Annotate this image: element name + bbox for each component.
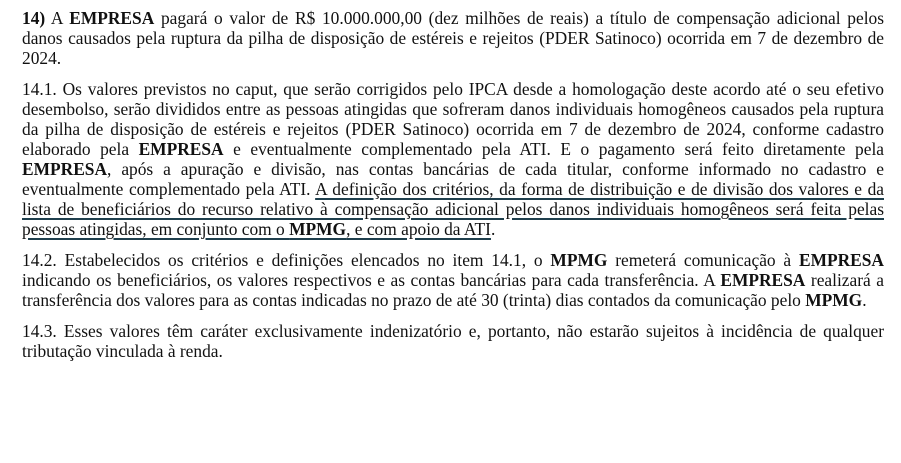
- clause-14-2: [22, 250, 884, 310]
- clause-text: A: [45, 8, 70, 28]
- clause-text: 14.3. Esses valores têm caráter exclusivamente indenizatório e, portanto, não estarão sujeitos à incidência de qualquer tributação vinculada à renda.: [22, 321, 884, 361]
- underlined-text: , e com apoio da ATI: [346, 219, 491, 239]
- clause-14-1: [22, 79, 884, 239]
- clause-text: pagará o valor de R$ 10.000.000,00 (dez milhões de reais) a título de compensação adicional pelos danos causados pela ruptura da pilha de disposição de estéreis e rejeitos (PDER Satinoco) ocorrida em 7 de dezembro de 2024.: [22, 8, 884, 68]
- clause-text: realizará a transferência dos valores para as contas indicadas no prazo de até 30 (trinta) dias contados da comunicação pelo: [22, 270, 884, 310]
- company-name: EMPRESA: [720, 270, 806, 290]
- clause-14: [22, 8, 884, 68]
- company-name: EMPRESA: [798, 250, 884, 270]
- clause-text: 14.2. Estabelecidos os critérios e definições elencados no item 14.1, o: [22, 250, 551, 270]
- prosecutor-office-name: MPMG: [550, 250, 608, 270]
- clause-14-3: [22, 321, 884, 361]
- clause-text: 14.1. Os valores previstos no caput, que serão corrigidos pelo IPCA desde a homologação deste acordo até o seu efetivo desembolso, serão divididos entre as pessoas atingidas que sofreram danos individuais homogêneos causados pela ruptura da pilha de disposição de estéreis e rejeitos (PDER Satinoco) ocorrida em 7 de dezembro de 2024, conforme cadastro elaborado pela: [22, 79, 884, 159]
- clause-text: .: [490, 219, 496, 239]
- clause-text: , após a apuração e divisão, nas contas bancárias de cada titular, conforme informado no cadastro e eventualmente complementado pela ATI.: [22, 159, 884, 199]
- clause-text: indicando os beneficiários, os valores respectivos e as contas bancárias para cada transferência. A: [22, 270, 721, 290]
- prosecutor-office-name: MPMG: [289, 219, 347, 239]
- clause-number: 14): [22, 8, 46, 28]
- company-name: EMPRESA: [138, 139, 224, 159]
- prosecutor-office-name: MPMG: [805, 290, 863, 310]
- clause-text: remeterá comunicação à: [607, 250, 799, 270]
- clause-text: .: [862, 290, 867, 310]
- company-name: EMPRESA: [22, 159, 108, 179]
- underlined-text: A definição dos critérios, da forma de distribuição e de divisão dos valores e da lista de beneficiários do recurso relativo à compensação adicional pelos danos individuais homogêneos será feita pelas pessoas atingidas, em conjunto com o: [22, 179, 884, 239]
- clause-text: e eventualmente complementado pela ATI. E o pagamento será feito diretamente pela: [223, 139, 884, 159]
- company-name: EMPRESA: [69, 8, 155, 28]
- document-body: [22, 8, 884, 372]
